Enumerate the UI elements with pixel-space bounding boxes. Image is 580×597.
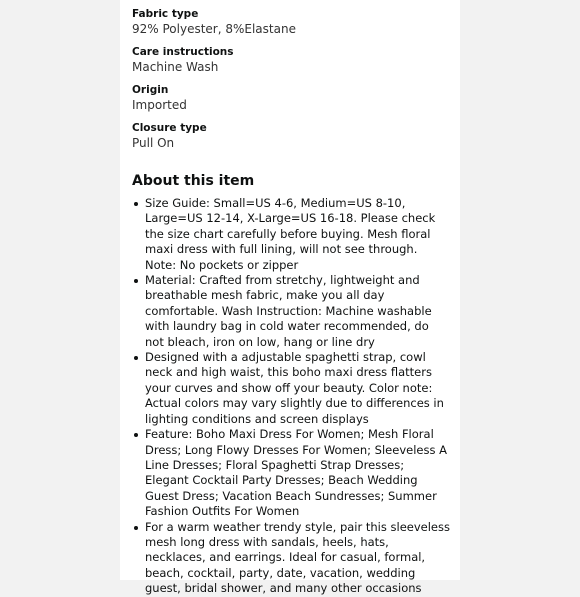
- about-bullet-feature: Feature: Boho Maxi Dress For Women; Mesh Floral Dress; Long Flowy Dresses For Women; Sleeveless A Line Dresses; Floral Spaghetti Strap Dresses; Elegant Cocktail Party Dresses; Beach Wedding Guest Dress; Vacation Beach Sundresses; Summer Fashion Outfits For Women: [132, 427, 450, 519]
- about-this-item-heading: About this item: [132, 173, 255, 189]
- spec-fabric-type: [132, 7, 450, 37]
- about-bullet-list: [132, 196, 450, 597]
- spec-closure-type: [132, 121, 450, 151]
- spec-value: 92% Polyester, 8%Elastane: [132, 22, 296, 36]
- about-bullet-styling: For a warm weather trendy style, pair this sleeveless mesh long dress with sandals, heels, hats, necklaces, and earrings. Ideal for casual, formal, beach, cocktail, party, date, vacation, wedding guest, bridal shower, and many other occasions: [132, 520, 450, 597]
- spec-label: Origin: [132, 84, 169, 96]
- spec-label: Care instructions: [132, 46, 234, 58]
- spec-value: Pull On: [132, 136, 175, 150]
- product-details-panel: [120, 0, 460, 596]
- spec-origin: [132, 83, 450, 113]
- spec-label: Fabric type: [132, 8, 199, 20]
- spec-value: Imported: [132, 98, 187, 112]
- spec-label: Closure type: [132, 122, 207, 134]
- spec-care-instructions: [132, 45, 450, 75]
- about-bullet-design: Designed with a adjustable spaghetti strap, cowl neck and high waist, this boho maxi dress flatters your curves and show off your beauty. Color note: Actual colors may vary slightly due to differences in lighting conditions and screen displays: [132, 350, 450, 427]
- about-bullet-size-guide: Size Guide: Small=US 4-6, Medium=US 8-10, Large=US 12-14, X-Large=US 16-18. Please check the size chart carefully before buying. Mesh floral maxi dress with full lining, will not see through. Note: No pockets or zipper: [132, 196, 450, 273]
- about-bullet-material: Material: Crafted from stretchy, lightweight and breathable mesh fabric, make you all day comfortable. Wash Instruction: Machine washable with laundry bag in cold water recommended, do not bleach, iron on low, hang or line dry: [132, 273, 450, 350]
- spec-value: Machine Wash: [132, 60, 219, 74]
